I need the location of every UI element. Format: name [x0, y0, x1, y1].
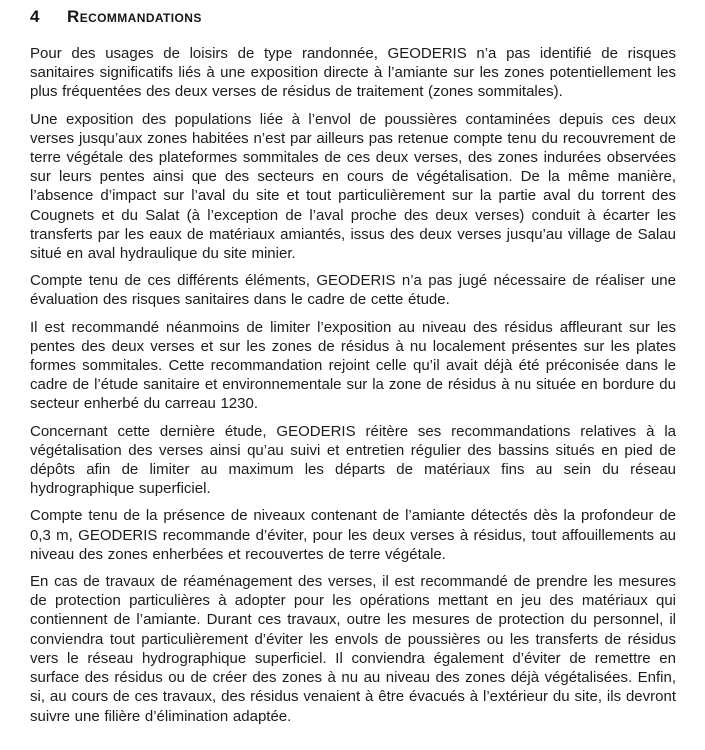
- section-heading: [30, 7, 676, 27]
- paragraph-vegetalisation-verses: Concernant cette dernière étude, GEODERIS réitère ses recommandations relatives à la végétalisation des verses ainsi qu’au suivi et entretien régulier des bassins situés en pied de dépôts afin de limiter au maximum les départs de matériaux fins au sein du réseau hydrographique superficiel.: [30, 422, 676, 498]
- section-title: recommandations: [67, 7, 202, 26]
- paragraph-exposition-populations: Une exposition des populations liée à l’envol de poussières contaminées depuis ces deux verses jusqu’aux zones habitées n’est par ailleurs pas retenue compte tenu du recouvrement de terre végétale des plateformes sommitales de ces deux verses, des zones indurées observées sur leurs pentes ainsi que des secteurs en cours de végétalisation. De la même manière, l’absence d’impact sur l’aval du site et tout particulièrement sur la partie aval du torrent des Cougnets et du Salat (à l’exception de l’aval proche des deux verses) conduit à écarter les transferts par les eaux de matériaux amiantés, issus des deux verses jusqu’au village de Salau situé en aval hydraulique du site minier.: [30, 110, 676, 263]
- paragraph-affouillements: Compte tenu de la présence de niveaux contenant de l’amiante détectés dès la profondeur de 0,3 m, GEODERIS recommande d’éviter, pour les deux verses à résidus, tout affouillements au niveau des zones enherbées et recouvertes de terre végétale.: [30, 507, 676, 563]
- section-number: 4: [30, 7, 40, 26]
- paragraph-travaux-reamenagement: En cas de travaux de réaménagement des verses, il est recommandé de prendre les mesures de protection particulières à adopter pour les opérations mettant en jeu des matériaux qui contiennent de l’amiante. Durant ces travaux, outre les mesures de protection du personnel, il conviendra tout particulièrement d’éviter les envols de poussières ou les transferts de résidus vers le réseau hydrographique superficiel. Il conviendra également d’éviter de remettre en surface des résidus ou de créer des zones à nu au niveau des zones déjà végétalisées. Enfin, si, au cours de ces travaux, des résidus venaient à être évacués à l’extérieur du site, ils devront suivre une filière d’élimination adaptée.: [30, 573, 676, 725]
- paragraph-evaluation-non-necessaire: Compte tenu de ces différents éléments, GEODERIS n’a pas jugé nécessaire de réaliser une évaluation des risques sanitaires dans le cadre de cette étude.: [30, 272, 676, 309]
- section-body: [30, 44, 676, 726]
- paragraph-risques-sanitaires: Pour des usages de loisirs de type randonnée, GEODERIS n’a pas identifié de risques sanitaires significatifs liés à une exposition directe à l’amiante sur les zones potentiellement les plus fréquentées des deux verses de résidus de traitement (zones sommitales).: [30, 45, 676, 101]
- paragraph-limiter-exposition: Il est recommandé néanmoins de limiter l’exposition au niveau des résidus affleurant sur les pentes des deux verses et sur les zones de résidus à nu localement présentes sur les plates formes sommitales. Cette recommandation rejoint celle qu’il avait déjà été préconisée dans le cadre de l’étude sanitaire et environnementale sur la zone de résidus à nu située en bordure du secteur enherbé du carreau 1230.: [30, 318, 676, 413]
